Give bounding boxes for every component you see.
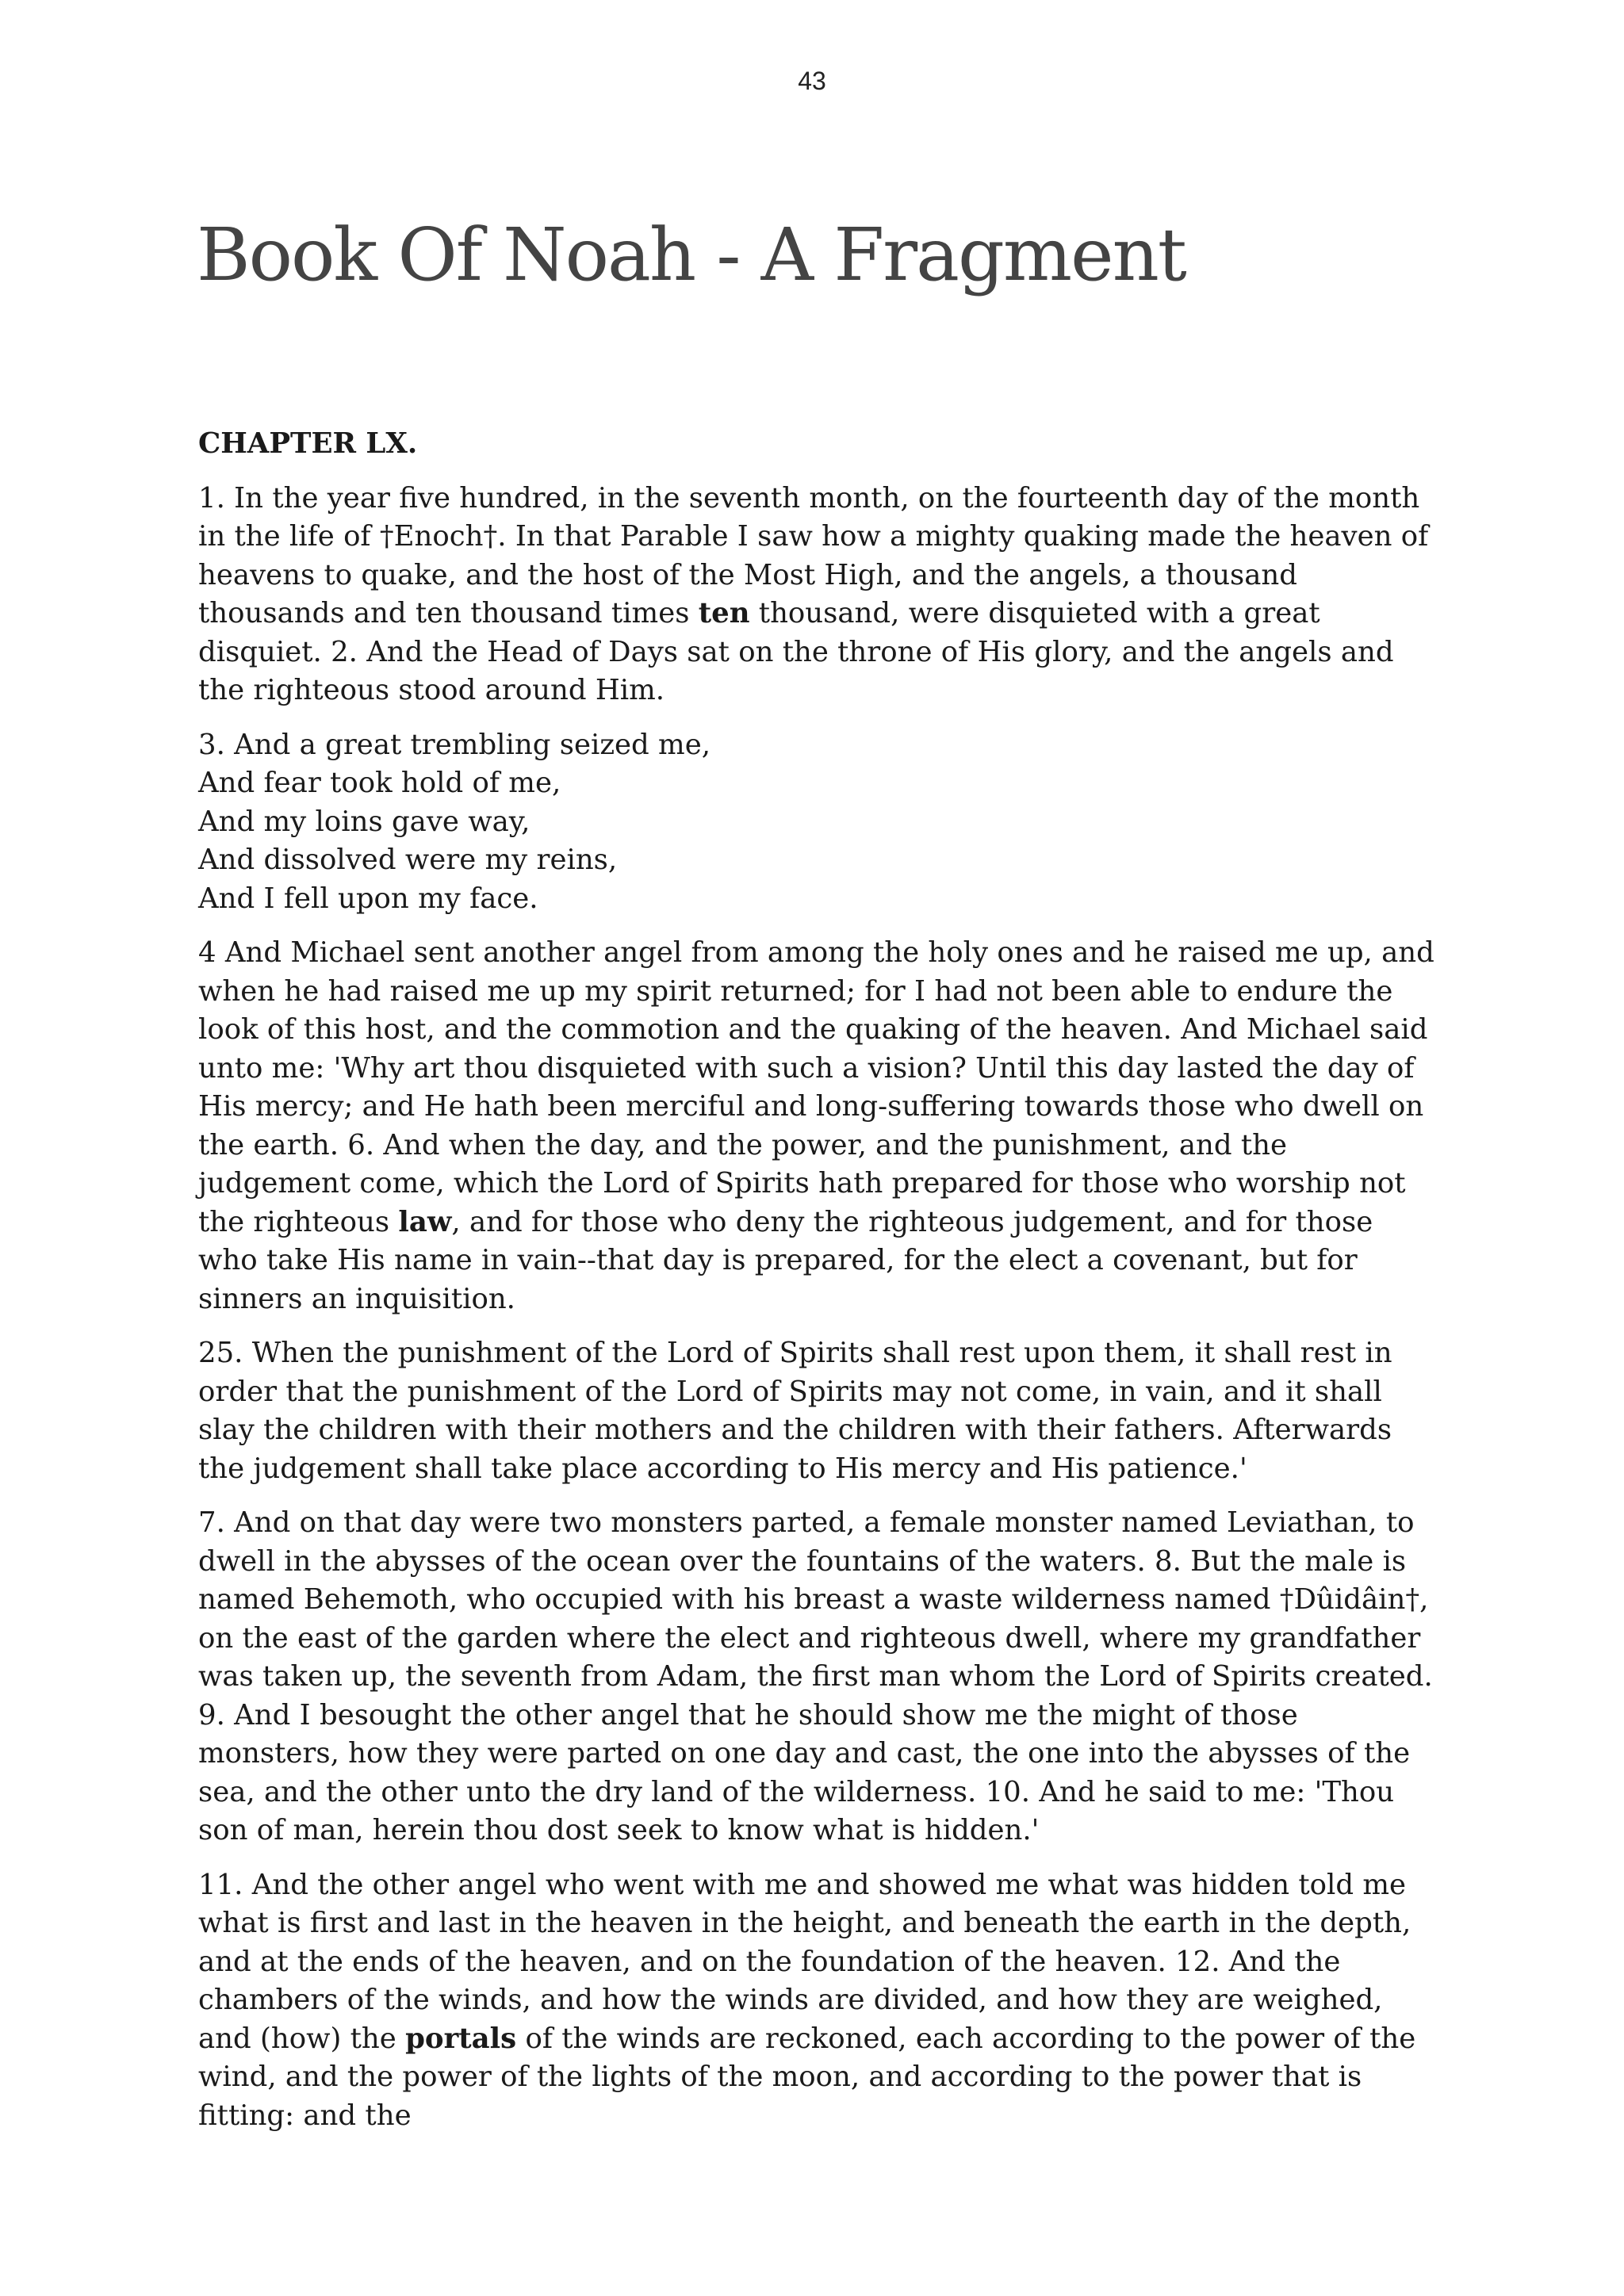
verse-line: 3. And a great trembling seized me, [198,728,711,761]
paragraph-3 [198,934,1435,1318]
paragraph-1 [198,480,1435,710]
text-span: of the winds are reckoned, each according to the power of the wind, and the power of the lights of the moon, and according to the power that is fitting: and the [198,2022,1416,2132]
text-span: thousand, were disquieted with a great disquiet. 2. And the Head of Days sat on the throne of His glory, and the angels and the righteous stood around Him. [198,597,1394,706]
bold-word: portals [405,2022,517,2055]
text-span: 4 And Michael sent another angel from among the holy ones and he raised me up, and when he had raised me up my spirit returned; for I had not been able to endure the look of this host, and the commotion and the quaking of the heaven. And Michael said unto me: 'Why art thou disquieted with such a vision? Until this day lasted the day of His mercy; and He hath been merciful and long-suffering towards those who dwell on the earth. 6. And when the day, and the power, and the punishment, and the judgement come, which the Lord of Spirits hath prepared for those who worship not the righteous [198,936,1434,1238]
chapter-heading: CHAPTER LX. [198,427,418,460]
page-number: 43 [798,67,826,95]
paragraph-5: 7. And on that day were two monsters parted, a female monster named Leviathan, to dwell in the abysses of the ocean over the fountains of the waters. 8. But the male is named Behemoth, who occupied with his breast a waste wilderness named †Dûidâin†, on the east of the garden where the elect and righteous dwell, where my grandfather was taken up, the seventh from Adam, the first man whom the Lord of Spirits created. 9. And I besought the other angel that he should show me the might of those monsters, how they were parted on one day and cast, the one into the abysses of the sea, and the other unto the dry land of the wilderness. 10. And he said to me: 'Thou son of man, herein thou dost seek to know what is hidden.' [198,1506,1433,1846]
text-span: 11. And the other angel who went with me and showed me what was hidden told me what is first and last in the heaven in the height, and beneath the earth in the depth, and at the ends of the heaven, and on the foundation of the heaven. 12. And the chambers of the winds, and how the winds are divided, and how they are weighed, and (how) the [198,1868,1411,2055]
verse-line: And my loins gave way, [198,805,530,838]
verse-line: And I fell upon my face. [198,882,538,915]
bold-word: ten [698,597,750,629]
verse-line: And fear took hold of me, [198,767,561,799]
page-title: Book Of Noah - A Fragment [197,212,1185,297]
main-text [198,425,1435,2151]
verse-line: And dissolved were my reins, [198,844,618,876]
text-span: , and for those who deny the righteous judgement, and for those who take His name in vain--that day is prepared, for the elect a covenant, but for sinners an inquisition. [198,1205,1373,1315]
paragraph-4: 25. When the punishment of the Lord of Spirits shall rest upon them, it shall rest in order that the punishment of the Lord of Spirits may not come, in vain, and it shall slay the children with their mothers and the children with their fathers. Afterwards the judgement shall take place according to His mercy and His patience.' [198,1337,1392,1485]
verse-block [198,726,1435,919]
text-span: 1. In the year five hundred, in the seventh month, on the fourteenth day of the month in the life of †Enoch†. In that Parable I saw how a mighty quaking made the heaven of heavens to quake, and the host of the Most High, and the angels, a thousand thousands and ten thousand times [198,481,1429,629]
paragraph-6 [198,1866,1435,2136]
bold-word: law [398,1205,452,1238]
